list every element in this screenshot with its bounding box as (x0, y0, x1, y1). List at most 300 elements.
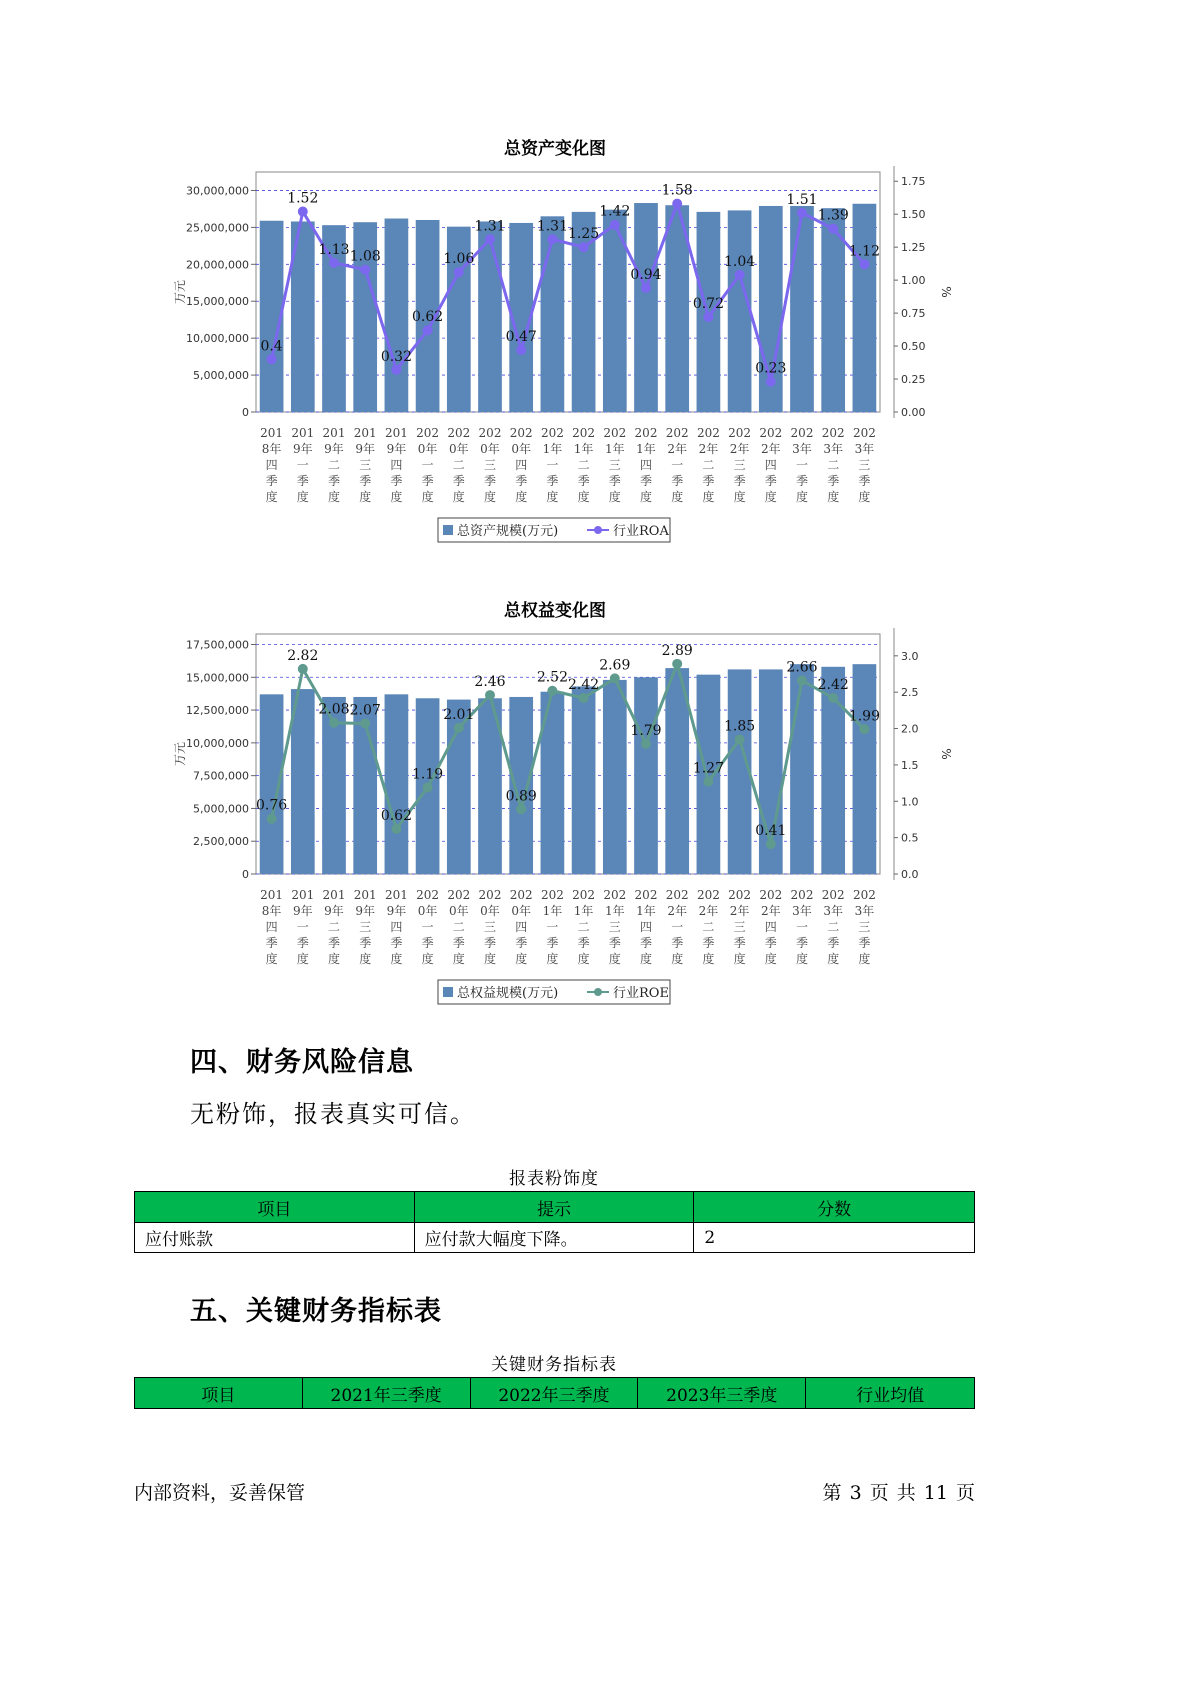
x-tick-label: 202 (447, 888, 471, 902)
x-tick-label: 季 (795, 474, 809, 488)
line-point (391, 365, 401, 375)
x-tick-label: 三 (608, 458, 621, 472)
x-tick-label: 9年 (386, 904, 407, 918)
bar (728, 210, 752, 412)
x-tick-label: 季 (858, 474, 871, 488)
x-tick-label: 季 (421, 936, 434, 950)
x-tick-label: 一 (421, 458, 434, 472)
x-tick-label: 季 (515, 936, 528, 950)
x-tick-label: 季 (639, 936, 653, 950)
data-label: 1.79 (630, 722, 662, 739)
x-tick-label: 度 (858, 490, 871, 504)
x-tick-label: 季 (483, 474, 497, 488)
x-tick-label: 季 (764, 474, 777, 488)
bar (541, 216, 565, 412)
x-tick-label: 度 (608, 490, 621, 504)
x-tick-label: 201 (291, 888, 315, 902)
data-label: 2.82 (287, 647, 319, 664)
x-tick-label: 202 (634, 426, 658, 440)
line-point (298, 207, 308, 217)
x-tick-label: 202 (478, 888, 502, 902)
table-row (135, 1223, 975, 1253)
y2-tick-label: 2.0 (901, 722, 919, 736)
footer-confidential-note: 内部资料，妥善保管 (134, 1482, 306, 1504)
x-tick-label: 一 (671, 920, 684, 934)
x-tick-label: 度 (452, 490, 465, 504)
y-axis-label: 万元 (173, 279, 187, 305)
x-tick-label: 0年 (480, 442, 500, 456)
line-point (485, 690, 495, 700)
y2-tick-label: 0.50 (901, 340, 926, 354)
x-tick-label: 202 (603, 426, 627, 440)
x-tick-label: 2年 (698, 442, 719, 456)
x-tick-label: 1年 (573, 904, 594, 918)
line-point (516, 345, 526, 355)
total-equity-chart (0, 622, 1110, 1022)
x-tick-label: 0年 (511, 442, 532, 456)
x-tick-label: 202 (509, 888, 533, 902)
line-point (454, 267, 464, 277)
y-tick-label: 7,500,000 (193, 769, 249, 783)
bar (790, 206, 814, 412)
data-label: 1.39 (817, 207, 849, 224)
x-tick-label: 季 (546, 936, 559, 950)
x-tick-label: 季 (265, 936, 278, 950)
data-label: 0.41 (755, 823, 787, 840)
line-point (859, 724, 869, 734)
x-tick-label: 二 (827, 920, 840, 934)
x-tick-label: 202 (852, 888, 876, 902)
x-tick-label: 0年 (417, 904, 438, 918)
x-tick-label: 0年 (417, 442, 438, 456)
x-tick-label: 度 (764, 490, 777, 504)
x-tick-label: 202 (821, 426, 845, 440)
x-tick-label: 202 (821, 888, 845, 902)
x-tick-label: 一 (795, 458, 809, 472)
x-tick-label: 度 (577, 952, 590, 966)
x-tick-label: 四 (764, 458, 777, 472)
x-tick-label: 季 (608, 474, 621, 488)
y2-tick-label: 0.25 (901, 373, 926, 387)
bar (790, 664, 814, 874)
x-tick-label: 季 (608, 936, 621, 950)
x-tick-label: 度 (639, 952, 653, 966)
legend-line-marker (594, 988, 602, 996)
x-tick-label: 1年 (636, 442, 656, 456)
y2-tick-label: 1.5 (901, 758, 919, 772)
y-tick-label: 12,500,000 (186, 704, 249, 718)
line-point (703, 777, 713, 787)
x-tick-label: 二 (827, 458, 840, 472)
financial-risk-summary: 无粉饰，报表真实可信。 (190, 1100, 476, 1128)
data-label: 1.25 (568, 226, 600, 243)
x-tick-label: 1年 (604, 442, 625, 456)
legend-line-marker (594, 526, 602, 534)
line-point (672, 199, 682, 209)
x-tick-label: 四 (764, 920, 777, 934)
x-tick-label: 季 (452, 474, 465, 488)
line-point (672, 659, 682, 669)
data-label: 1.13 (318, 241, 350, 258)
x-tick-label: 202 (696, 426, 720, 440)
x-tick-label: 四 (265, 920, 278, 934)
x-tick-label: 度 (296, 952, 309, 966)
x-tick-label: 度 (702, 952, 715, 966)
x-tick-label: 三 (483, 458, 497, 472)
y2-tick-label: 3.0 (901, 649, 919, 663)
x-tick-label: 三 (608, 920, 621, 934)
x-tick-label: 季 (639, 474, 653, 488)
line-point (360, 718, 370, 728)
column-header-score: 分数 (694, 1192, 975, 1223)
x-tick-label: 度 (515, 952, 528, 966)
bar (291, 689, 315, 874)
y2-tick-label: 0.0 (901, 868, 919, 881)
x-tick-label: 一 (795, 920, 809, 934)
x-tick-label: 201 (353, 426, 377, 440)
chart-title-total-assets: 总资产变化图 (504, 139, 606, 159)
x-tick-label: 度 (702, 490, 715, 504)
x-tick-label: 度 (390, 490, 403, 504)
data-label: 2.42 (568, 677, 600, 693)
y2-axis-label: % (939, 748, 953, 760)
x-tick-label: 三 (483, 920, 497, 934)
x-tick-label: 202 (540, 888, 564, 902)
line-point (423, 325, 433, 335)
line-point (703, 312, 713, 322)
line-point (610, 673, 620, 683)
data-label: 1.08 (349, 248, 381, 265)
x-tick-label: 0年 (448, 442, 469, 456)
x-tick-label: 202 (790, 426, 814, 440)
x-tick-label: 三 (733, 458, 746, 472)
line-point (828, 693, 838, 703)
x-tick-label: 0年 (511, 904, 532, 918)
x-tick-label: 度 (795, 490, 809, 504)
y-tick-label: 20,000,000 (186, 258, 249, 272)
legend-line-label: 行业ROE (613, 986, 669, 1001)
data-label: 0.4 (260, 338, 283, 355)
x-tick-label: 二 (452, 920, 465, 934)
x-tick-label: 一 (671, 458, 684, 472)
x-tick-label: 季 (296, 936, 309, 950)
whitewash-table (134, 1191, 975, 1253)
column-header-item: 项目 (135, 1192, 415, 1223)
line-point (329, 718, 339, 728)
x-tick-label: 度 (327, 952, 341, 966)
x-tick-label: 201 (353, 888, 377, 902)
x-tick-label: 度 (421, 952, 434, 966)
x-tick-label: 9年 (324, 442, 344, 456)
x-tick-label: 201 (260, 888, 284, 902)
data-label: 1.31 (474, 218, 506, 235)
data-label: 0.62 (412, 309, 444, 326)
x-tick-label: 三 (359, 458, 372, 472)
data-label: 2.89 (661, 642, 693, 659)
line-point (579, 693, 589, 703)
data-label: 1.85 (724, 718, 756, 735)
x-tick-label: 9年 (292, 904, 313, 918)
cell-score: 2 (694, 1223, 975, 1253)
y-tick-label: 15,000,000 (186, 671, 249, 685)
cell-item: 应付账款 (135, 1223, 415, 1253)
bar (634, 203, 658, 412)
data-label: 2.07 (349, 702, 381, 719)
line-point (610, 220, 620, 230)
x-tick-label: 二 (452, 458, 465, 472)
x-tick-label: 一 (546, 458, 559, 472)
x-tick-label: 202 (416, 426, 440, 440)
x-tick-label: 度 (827, 952, 840, 966)
x-tick-label: 2年 (760, 904, 781, 918)
x-tick-label: 201 (384, 888, 408, 902)
x-tick-label: 季 (858, 936, 871, 950)
data-label: 0.62 (380, 807, 412, 824)
x-tick-label: 1年 (636, 904, 656, 918)
x-tick-label: 一 (421, 920, 434, 934)
y2-tick-label: 0.00 (901, 406, 926, 419)
x-tick-label: 四 (515, 920, 528, 934)
x-tick-label: 202 (728, 888, 752, 902)
x-tick-label: 四 (265, 458, 278, 472)
data-label: 1.42 (599, 203, 631, 220)
legend-bar-label: 总权益规模(万元) (457, 986, 559, 1001)
x-tick-label: 度 (421, 490, 434, 504)
x-tick-label: 201 (260, 426, 284, 440)
x-tick-label: 2年 (698, 904, 719, 918)
x-tick-label: 季 (702, 936, 715, 950)
line-point (797, 208, 807, 218)
data-label: 1.58 (661, 182, 693, 199)
x-tick-label: 202 (416, 888, 440, 902)
x-tick-label: 度 (546, 490, 559, 504)
x-tick-label: 202 (790, 888, 814, 902)
x-tick-label: 度 (359, 952, 372, 966)
line-point (516, 804, 526, 814)
column-header-2021q3: 2021年三季度 (302, 1378, 470, 1409)
bar (853, 204, 877, 412)
x-tick-label: 季 (702, 474, 715, 488)
data-label: 1.04 (724, 253, 756, 270)
x-tick-label: 1年 (542, 442, 563, 456)
total-assets-chart (0, 160, 1110, 560)
x-tick-label: 202 (665, 426, 689, 440)
section-heading-key-indicators: 五、关键财务指标表 (190, 1296, 442, 1327)
y2-tick-label: 1.75 (901, 175, 926, 189)
line-point (547, 686, 557, 696)
x-tick-label: 季 (265, 474, 278, 488)
legend-bar-swatch (443, 987, 453, 997)
line-point (267, 814, 277, 824)
x-tick-label: 202 (665, 888, 689, 902)
column-header-2022q3: 2022年三季度 (470, 1378, 638, 1409)
y-tick-label: 5,000,000 (193, 802, 249, 816)
data-label: 0.89 (505, 788, 537, 805)
bar (385, 219, 409, 412)
x-tick-label: 201 (291, 426, 315, 440)
data-label: 1.12 (848, 243, 880, 260)
y-tick-label: 30,000,000 (186, 184, 249, 198)
x-tick-label: 季 (390, 936, 403, 950)
x-tick-label: 1年 (542, 904, 563, 918)
data-label: 1.19 (412, 766, 444, 783)
x-tick-label: 9年 (324, 904, 344, 918)
line-point (423, 782, 433, 792)
x-tick-label: 2年 (729, 442, 750, 456)
legend-bar-label: 总资产规模(万元) (457, 524, 559, 539)
data-label: 0.23 (755, 360, 787, 377)
data-label: 0.76 (256, 797, 288, 814)
x-tick-label: 季 (546, 474, 559, 488)
x-tick-label: 3年 (823, 904, 844, 918)
x-tick-label: 二 (327, 920, 341, 934)
line-point (766, 839, 776, 849)
x-tick-label: 202 (728, 426, 752, 440)
data-label: 2.42 (817, 677, 849, 693)
x-tick-label: 四 (390, 920, 403, 934)
x-tick-label: 度 (296, 490, 309, 504)
x-tick-label: 度 (265, 490, 278, 504)
x-tick-label: 度 (827, 490, 840, 504)
bar (603, 680, 627, 874)
x-tick-label: 202 (509, 426, 533, 440)
x-tick-label: 四 (390, 458, 403, 472)
x-tick-label: 202 (572, 426, 596, 440)
x-tick-label: 8年 (261, 442, 282, 456)
x-tick-label: 度 (327, 490, 341, 504)
bar (634, 677, 658, 874)
x-tick-label: 度 (858, 952, 871, 966)
line-point (766, 377, 776, 387)
x-tick-label: 度 (577, 490, 590, 504)
x-tick-label: 202 (634, 888, 658, 902)
x-tick-label: 202 (852, 426, 876, 440)
x-tick-label: 202 (603, 888, 627, 902)
data-label: 2.69 (599, 657, 631, 674)
legend-bar-swatch (443, 525, 453, 535)
x-tick-label: 四 (639, 920, 653, 934)
x-tick-label: 9年 (355, 442, 376, 456)
x-tick-label: 季 (452, 936, 465, 950)
x-tick-label: 二 (327, 458, 341, 472)
x-tick-label: 202 (447, 426, 471, 440)
y-tick-label: 10,000,000 (186, 736, 249, 750)
y2-tick-label: 0.75 (901, 307, 926, 321)
column-header-hint: 提示 (414, 1192, 694, 1223)
data-label: 2.66 (786, 659, 818, 676)
x-tick-label: 9年 (292, 442, 313, 456)
line-point (298, 664, 308, 674)
chart-title-total-equity: 总权益变化图 (504, 601, 606, 621)
y-tick-label: 5,000,000 (193, 369, 249, 383)
data-label: 2.46 (474, 674, 506, 691)
x-tick-label: 四 (515, 458, 528, 472)
x-tick-label: 201 (384, 426, 408, 440)
y2-tick-label: 2.5 (901, 686, 919, 700)
data-label: 2.08 (318, 701, 350, 718)
x-tick-label: 1年 (604, 904, 625, 918)
footer-page-number: 第 3 页 共 11 页 (822, 1482, 975, 1504)
x-tick-label: 度 (483, 952, 497, 966)
key-indicators-table (134, 1377, 975, 1409)
x-tick-label: 9年 (386, 442, 407, 456)
x-tick-label: 202 (759, 426, 783, 440)
x-tick-label: 8年 (261, 904, 282, 918)
x-tick-label: 度 (671, 490, 684, 504)
x-tick-label: 季 (577, 936, 590, 950)
x-tick-label: 季 (421, 474, 434, 488)
x-tick-label: 季 (764, 936, 777, 950)
data-label: 1.52 (287, 190, 319, 207)
x-tick-label: 度 (359, 490, 372, 504)
x-tick-label: 2年 (760, 442, 781, 456)
line-point (735, 734, 745, 744)
x-tick-label: 9年 (355, 904, 376, 918)
line-point (828, 224, 838, 234)
line-point (735, 270, 745, 280)
x-tick-label: 度 (452, 952, 465, 966)
x-tick-label: 202 (540, 426, 564, 440)
x-tick-label: 202 (759, 888, 783, 902)
x-tick-label: 季 (359, 936, 372, 950)
column-header-item: 项目 (135, 1378, 303, 1409)
bar (853, 664, 877, 874)
x-tick-label: 度 (733, 490, 746, 504)
column-header-industry-average: 行业均值 (806, 1378, 975, 1409)
line-point (641, 739, 651, 749)
line-point (267, 354, 277, 364)
section-heading-financial-risk: 四、财务风险信息 (190, 1047, 414, 1078)
y-axis-label: 万元 (173, 741, 187, 767)
x-tick-label: 度 (795, 952, 809, 966)
column-header-2023q3: 2023年三季度 (638, 1378, 806, 1409)
line-point (797, 676, 807, 686)
y-tick-label: 0 (242, 406, 249, 419)
y2-tick-label: 1.50 (901, 208, 926, 222)
data-label: 2.01 (443, 706, 475, 723)
x-tick-label: 度 (515, 490, 528, 504)
x-tick-label: 三 (359, 920, 372, 934)
data-label: 1.99 (848, 708, 880, 725)
y-tick-label: 17,500,000 (186, 638, 249, 652)
x-tick-label: 一 (296, 458, 309, 472)
data-label: 1.06 (443, 251, 475, 268)
x-tick-label: 二 (702, 458, 715, 472)
x-tick-label: 季 (515, 474, 528, 488)
line-point (360, 265, 370, 275)
table-header-row (135, 1192, 975, 1223)
x-tick-label: 三 (858, 920, 871, 934)
line-point (859, 259, 869, 269)
bar (572, 686, 596, 874)
bar (385, 694, 409, 874)
x-tick-label: 度 (546, 952, 559, 966)
data-label: 0.32 (380, 348, 412, 365)
line-point (641, 283, 651, 293)
line-point (485, 234, 495, 244)
x-tick-label: 202 (478, 426, 502, 440)
x-tick-label: 度 (733, 952, 746, 966)
y-tick-label: 2,500,000 (193, 835, 249, 849)
x-tick-label: 一 (546, 920, 559, 934)
x-tick-label: 度 (265, 952, 278, 966)
line-point (579, 242, 589, 252)
x-tick-label: 季 (390, 474, 403, 488)
x-tick-label: 3年 (792, 442, 812, 456)
x-tick-label: 季 (327, 936, 341, 950)
x-tick-label: 度 (390, 952, 403, 966)
y-tick-label: 0 (242, 868, 249, 881)
